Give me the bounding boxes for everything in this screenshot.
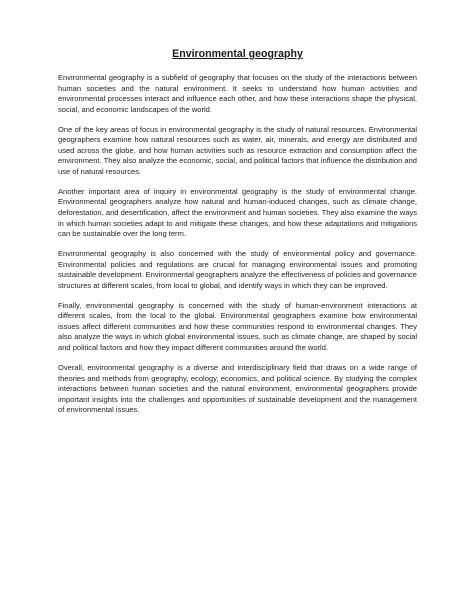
paragraph-environmental-change: Another important area of inquiry in environmental geography is the study of environmental change. Environmental geographers analyze how natural and human-induced changes, such as climate change, deforestation, and desertification, affect the environment and human societies. They also examine the ways in which human societies adapt to and mitigate these changes, and how these adaptations and mitigations can be sustainable over the long term. xyxy=(58,186,417,239)
paragraph-natural-resources: One of the key areas of focus in environmental geography is the study of natural resources. Environmental geographers examine how natural resources such as water, air, minerals, and energy are distributed and used across the globe, and how human activities such as resource extraction and consumption affect the environment. They also analyze the economic, social, and political factors that influence the distribution and use of natural resources. xyxy=(58,124,417,176)
paragraph-policy-governance: Environmental geography is also concerned with the study of environmental policy and governance. Environmental policies and regulations are crucial for managing environmental issues and promoting sustainable development. Environmental geographers analyze the effectiveness of policies and governance structures at different scales, from local to global, and identify ways in which they can be improved. xyxy=(58,249,417,290)
paragraph-human-environment: Finally, environmental geography is concerned with the study of human-environment interactions at different scales, from the local to the global. Environmental geographers examine how environmental issues affect different communities and how these communities respond to environmental changes. They also analyze the ways in which global environmental issues, such as climate change, are shaped by social and political factors and how they impact different communities around the world. xyxy=(58,300,417,353)
document-title: Environmental geography xyxy=(172,48,303,60)
paragraph-introduction: Environmental geography is a subfield of geography that focuses on the study of the interactions between human societies and the natural environment. It seeks to understand how human activities and environmental processes interact and influence each other, and how these interactions shape the physical, social, and economic landscapes of the world. xyxy=(58,73,417,114)
paragraph-conclusion: Overall, environmental geography is a diverse and interdisciplinary field that draws on a wide range of theories and methods from geography, ecology, economics, and political science. By studying the complex interactions between human societies and the natural environment, environmental geographers provide important insights into the challenges and opportunities of sustainable development and the management of environmental issues. xyxy=(58,363,417,415)
